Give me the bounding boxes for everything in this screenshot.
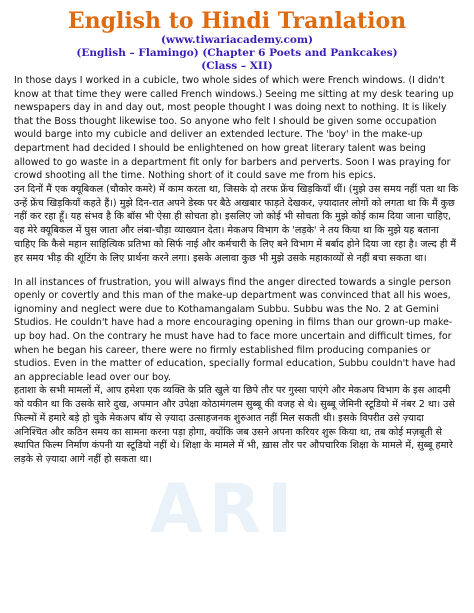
chapter-line: (English – Flamingo) (Chapter 6 Poets and Pankcakes) — [76, 47, 398, 59]
watermark-logo: ARI — [150, 470, 299, 549]
english-paragraph-1: In those days I worked in a cubicle, two whole sides of which were French windows. (I didn't know at that time they were called French windows.) Seeing me sitting at my desk tearing up newspapers day in and day out, most people thought I was doing next to nothing. It is likely that the Boss thought likewise too. So anyone who felt I should be given some occupation would barge into my cubicle and deliver an extended lecture. The 'boy' in the make-up department had decided I should be enlightened on how great literary talent was being allowed to go waste in a department fit only for barbers and perverts. Soon I was praying for crowd shooting all the time. Nothing short of it could save me from his epics. — [14, 75, 454, 182]
hindi-paragraph-1: उन दिनों मैं एक क्यूबिकल (चौकोर कमरे) में काम करता था, जिसके दो तरफ फ्रेंच खिड़कियाँ थीं। (मुझे उस समय नहीं पता था कि उन्हें फ्रेंच खिड़कियाँ कहते हैं।) मुझे दिन-रात अपने डेस्क पर बैठे अखबार फाड़ते देखकर, ज़्यादातर लोगों को लगता था कि मैं कुछ नहीं कर रहा हूँ। यह संभव है कि बॉस भी ऐसा ही सोचता हो। इसलिए जो कोई भी सोचता कि मुझे कोई काम दिया जाना चाहिए, वह मेरे क्यूबिकल में घुस जाता और लंबा-चौड़ा व्याख्यान देता। मेकअप विभाग के 'लड़के' ने तय किया था कि मुझे यह बताना चाहिए कि कैसे महान साहित्यिक प्रतिभा को सिर्फ नाई और कर्मचारी के लिए बने विभाग में बर्बाद होने दिया जा रहा है। जल्द ही मैं हर समय भीड़ की शूटिंग के लिए प्रार्थना करने लगा। इसके अलावा कुछ भी मुझे उसके महाकाव्यों से नहीं बचा सकता था। — [14, 183, 459, 264]
class-line: (Class – XII) — [201, 60, 273, 72]
english-paragraph-2: In all instances of frustration, you will always find the anger directed towards a single person openly or covertly and this man of the make-up department was convinced that all his woes, ignominy and neglect were due to Kothamangalam Subbu. Subbu was the No. 2 at Gemini Studios. He couldn't have had a more encouraging opening in films than our grown-up make-up boy had. On the contrary he must have had to face more uncertain and difficult times, for when he began his career, there were no firmly established film producing companies or studios. Even in the matter of education, specially formal education, Subbu couldn't have had an appreciable lead over our boy. — [14, 276, 456, 383]
website-line: (www.tiwariacademy.com) — [160, 34, 314, 46]
page-title: English to Hindi Tranlation — [67, 8, 407, 34]
hindi-paragraph-2: हताशा के सभी मामलों में, आप हमेशा एक व्यक्ति के प्रति खुले या छिपे तौर पर गुस्सा पाएंगे और मेकअप विभाग के इस आदमी को यकीन था कि उसके सारे दुख, अपमान और उपेक्षा कोठामंगलम सुब्बू की वजह से थे। सुब्बू जेमिनी स्टूडियो में नंबर 2 था। उसे फिल्मों में हमारे बड़े हो चुके मेकअप बॉय से ज़्यादा उत्साहजनक शुरुआत नहीं मिल सकती थी। इसके विपरीत उसे ज़्यादा अनिश्चित और कठिन समय का सामना करना पड़ा होगा, क्योंकि जब उसने अपना करियर शुरू किया था, तब कोई मज़बूती से स्थापित फिल्म निर्माण कंपनी या स्टूडियो नहीं थे। शिक्षा के मामले में भी, ख़ास तौर पर औपचारिक शिक्षा के मामले में, सुब्बू हमारे लड़के से ज़्यादा आगे नहीं हो सकता था। — [14, 385, 455, 466]
